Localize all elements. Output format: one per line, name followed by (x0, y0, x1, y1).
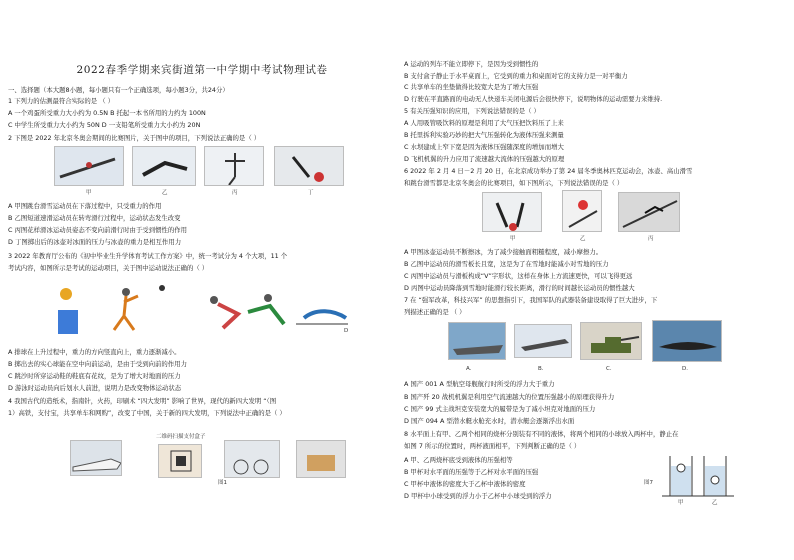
right-line-13: B 乙图中运动员的滑雪板长且宽，这是为了在雪地时能减小对雪地的压力 (404, 260, 609, 268)
right-line-4: D 行驶在平直路面的电动无人快递车关闭电源后会很快停下，说明物体的运动需要力来维持. (404, 95, 663, 103)
right-line-7: B 托里拆利实验巧妙的把大气压强转化为液体压强来测量 (404, 131, 564, 139)
q7-caption-b: B. (538, 366, 544, 372)
alpine-skiing-photo (562, 190, 602, 232)
left-line-8: C 丙图花样滑冰运动员姿态不变向前滑行时由于受到惯性的作用 (8, 226, 188, 234)
left-line-6: A 甲图跳台滑雪运动员在下落过程中，只受重力的作用 (8, 202, 162, 210)
left-line-13: B 掷出去的实心球能在空中向前运动，是由于受到向前的作用力 (8, 360, 187, 368)
right-line-25: B 甲杯对水平面的压强等于乙杯对水平面的压强 (404, 468, 539, 476)
q7-caption-a: A. (466, 366, 472, 372)
q6-caption-2: 乙 (580, 236, 586, 242)
q2-caption-2: 乙 (162, 190, 168, 196)
right-line-16: 7 在 “强军改革，科技兴军” 的思想指引下，我国军队的武器装备建设取得了巨大进步，下 (404, 296, 658, 304)
left-line-12: A 排球在上升过程中，重力的方向竖直向上，重力逐渐减小。 (8, 348, 181, 356)
fig7-caption: 图7 (644, 480, 653, 486)
left-line-3: A 一个鸡蛋所受重力大小约为 0.5N B 托起一本书所用的力约为 100N (8, 109, 206, 117)
high-speed-rail-photo (70, 440, 122, 476)
ski-jumping-photo (618, 192, 680, 232)
right-line-26: C 甲杯中液体的密度大于乙杯中液体的密度 (404, 480, 526, 488)
right-line-10: 6 2022 年 2 月 4 日－2 月 20 日，在北京成功举办了第 24 届冬季奥林匹克运动会，冰壶、高山滑雪 (404, 167, 693, 175)
curling-photo (274, 146, 344, 186)
right-line-6: A 人用吸管吸饮料的原理是利用了大气压把饮料压了上来 (404, 119, 564, 127)
left-line-4: C 中学生所受重力大小约为 50N D 一支铅笔所受重力大小约为 20N (8, 121, 201, 129)
q4-payment-label: 二维码扫描支付盒子 (156, 434, 206, 440)
sports-items-drawings (48, 284, 348, 338)
left-line-5: 2 下图是 2022 年北京冬奥会期间的比赛图片，关于图中的项目，下列说法正确的是（ ） (8, 134, 261, 142)
beaker-label-b: 乙 (712, 500, 718, 506)
q3-label: D (344, 328, 349, 334)
left-column (8, 0, 396, 560)
left-line-1: 一、选择题（本大题8小题，每小题只有一个正确选项，每小题3分，共24分） (8, 86, 229, 94)
payment-box-photo (158, 444, 202, 478)
q2-caption-4: 丁 (308, 190, 314, 196)
left-line-9: D 丁图掷出后的冰壶对冰面的压力与冰壶的重力是相互作用力 (8, 238, 182, 246)
right-line-23: 如图 7 所示的位置时，两杯液面相平，下列判断正确的是（ ） (404, 442, 581, 450)
left-line-15: D 游泳时运动员向后划水人前进，说明力是改变物体运动状态 (8, 384, 182, 392)
left-line-16: 4 我国古代的造纸术，指南针，火药，印刷术 “四大发明” 影响了世界，现代的新四大发明 “（图 (8, 397, 277, 405)
beakers-figure (658, 452, 738, 506)
right-line-15: D 丙图中运动员降落到雪地时能滑行较长距离，滑行的时间越长运动员的惯性越大 (404, 284, 635, 292)
right-line-19: B 国产歼 20 战机机翼是利用空气流速越大的位置压强越小的原理获得升力 (404, 393, 615, 401)
beaker-label-a: 甲 (678, 500, 684, 506)
right-line-21: D 国产 094 A 型潜水艇水舱充水时，潜水艇会逐渐浮出水面 (404, 417, 575, 425)
q6-caption-3: 丙 (648, 236, 654, 242)
tank-photo (580, 322, 642, 360)
left-line-10: 3 2022 年教育厅公布的《初中毕业生升学体育考试工作方案》中，统一考试分为 4 个大项，11 个 (8, 252, 288, 260)
shared-bikes-photo (224, 440, 280, 478)
speed-skating-photo (132, 146, 196, 186)
fighter-jet-photo (514, 324, 572, 358)
right-line-22: 8 水平面上有甲、乙两个相同的烧杯分别装有不同的液体，将两个相同的小球放入两杯中，静止在 (404, 430, 679, 438)
left-line-2: 1 下列力的估测最符合实际的是 （ ） (8, 97, 115, 105)
right-line-9: D 飞机机翼的升力应用了流速越大流体的压强越大的原理 (404, 155, 565, 163)
fig1-caption: 图1 (218, 480, 227, 486)
left-line-14: C 跳沙时所穿运动鞋的鞋底有花纹，是为了增大对地面的压力 (8, 372, 181, 380)
aircraft-carrier-photo (448, 322, 506, 360)
right-line-5: 5 有关压强知识的应用，下列说法错误的是（ ） (404, 107, 540, 115)
delivery-photo (296, 440, 346, 478)
right-line-14: C 丙图中运动员与滑板构成“V”字形状，这样在身体上方流速更快，可以飞得更远 (404, 272, 633, 280)
curling-sweep-photo (482, 192, 542, 232)
ski-jump-photo (54, 146, 124, 186)
q7-caption-d: D. (682, 366, 688, 372)
right-line-18: A 国产 001 A 型航空母舰航行时所受的浮力大于重力 (404, 380, 555, 388)
left-line-17: 1）高铁，支付宝，共享单车和网购”，改变了中国，关于新的四大发明，下列说法中正确的是（ ） (8, 409, 286, 417)
right-column (404, 0, 792, 560)
q2-caption-3: 丙 (232, 190, 238, 196)
right-line-24: A 甲、乙两烧杯底受到液体的压强相等 (404, 456, 513, 464)
right-line-12: A 甲图冰壶运动员不断擦冰，为了减少接触面粗糙程度，减小摩擦力。 (404, 248, 603, 256)
right-line-20: C 国产 99 式主战坦克安装宽大的履带是为了减小坦克对地面的压力 (404, 405, 596, 413)
right-line-3: C 共享单车的坐垫做得比较宽大是为了增大压强 (404, 83, 539, 91)
right-line-11: 和跳台滑雪都是北京冬奥会的比赛项目，如下图所示，下列说法错误的是（ ） (404, 179, 624, 187)
right-line-2: B 支付盒子静止于水平桌面上，它受到的重力和桌面对它的支持力是一对平衡力 (404, 72, 628, 80)
submarine-photo (652, 320, 722, 362)
q7-caption-c: C. (606, 366, 612, 372)
right-line-27: D 甲杯中小球受到的浮力小于乙杯中小球受到的浮力 (404, 492, 552, 500)
right-line-8: C 水坝建成上窄下宽是因为液体压强随深度的增加而增大 (404, 143, 564, 151)
right-line-1: A 运动的列车不能立即停下，是因为受到惯性的 (404, 60, 539, 68)
page-title: 2022春季学期来宾街道第一中学期中考试物理试卷 (76, 64, 328, 76)
figure-skating-photo (204, 146, 264, 186)
q6-caption-1: 甲 (510, 236, 516, 242)
right-line-17: 列描述正确的是 （ ） (404, 308, 466, 316)
q2-caption-1: 甲 (86, 190, 92, 196)
left-line-7: B 乙图短道速滑运动员在转弯滑行过程中，运动状态发生改变 (8, 214, 181, 222)
left-line-11: 考试内容，如图所示是考试的运动项目，关于图中运动说法正确的（ ） (8, 264, 209, 272)
